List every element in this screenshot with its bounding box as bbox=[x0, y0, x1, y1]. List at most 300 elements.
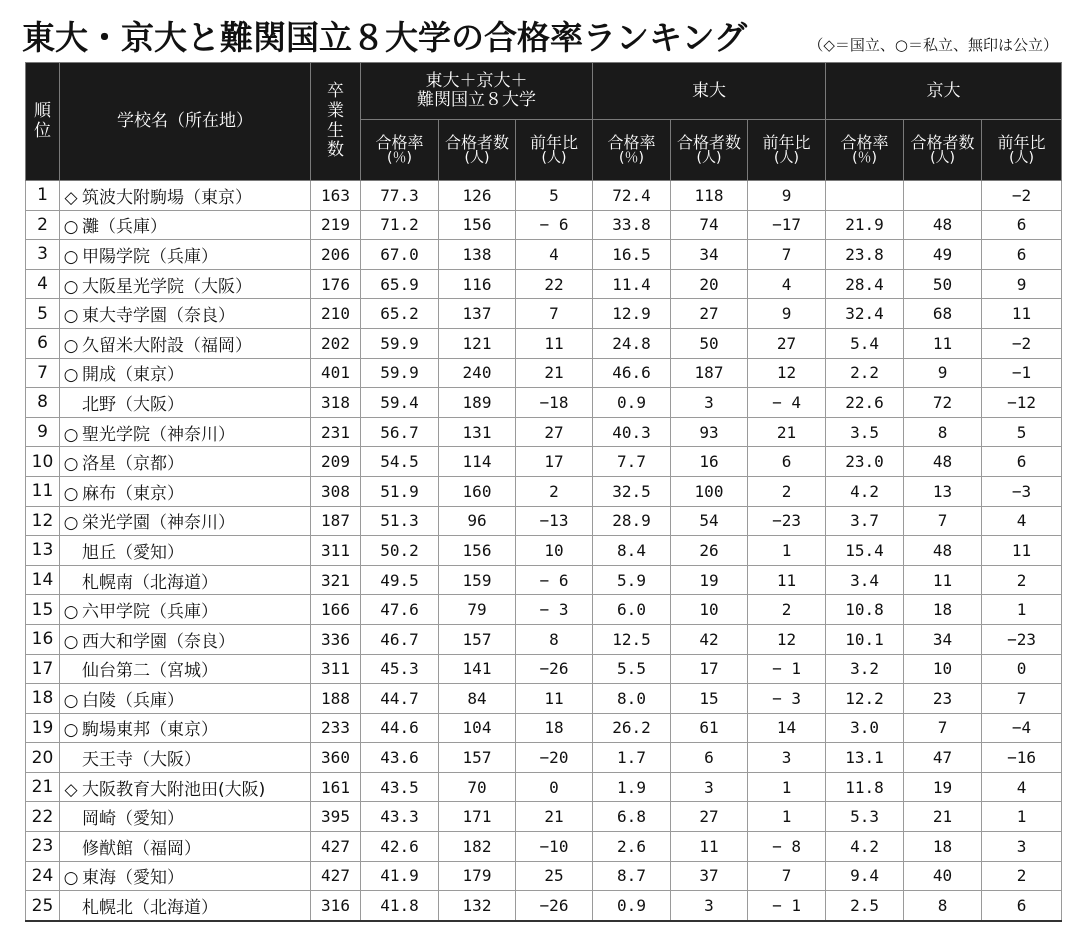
todai-rate-cell: 28.9 bbox=[593, 506, 671, 536]
all-rate-cell: 44.7 bbox=[361, 684, 439, 714]
kyodai-diff-cell: 6 bbox=[982, 240, 1062, 270]
school-name: 東海（愛知） bbox=[82, 868, 184, 889]
kyodai-rate-cell: 11.8 bbox=[826, 772, 904, 802]
school-type-mark: ○ bbox=[63, 246, 79, 267]
all-diff-cell: −18 bbox=[516, 388, 593, 418]
school-cell bbox=[60, 713, 311, 743]
kyodai-count-cell: 18 bbox=[904, 832, 982, 862]
todai-count-cell: 17 bbox=[671, 654, 748, 684]
todai-diff-cell: 12 bbox=[748, 624, 826, 654]
school-type-mark: ◇ bbox=[64, 779, 78, 800]
table-row bbox=[26, 743, 1062, 773]
all-count-cell: 121 bbox=[439, 328, 516, 358]
header-all-count bbox=[439, 120, 516, 181]
kyodai-diff-cell: 6 bbox=[982, 210, 1062, 240]
all-diff-cell: 18 bbox=[516, 713, 593, 743]
todai-count-cell: 27 bbox=[671, 299, 748, 329]
kyodai-diff-cell: −2 bbox=[982, 328, 1062, 358]
todai-diff-cell: 2 bbox=[748, 476, 826, 506]
school-name: 札幌南（北海道） bbox=[82, 572, 218, 593]
rank-cell: 6 bbox=[26, 328, 60, 358]
table-row bbox=[26, 832, 1062, 862]
header-label: 合格率 bbox=[375, 132, 424, 152]
kyodai-rate-cell: 3.4 bbox=[826, 565, 904, 595]
all-count-cell: 156 bbox=[439, 210, 516, 240]
kyodai-diff-cell: 2 bbox=[982, 861, 1062, 891]
school-cell bbox=[60, 891, 311, 921]
school-name: 大阪教育大附池田(大阪) bbox=[82, 779, 266, 800]
header-todai-count bbox=[671, 120, 748, 181]
table-row bbox=[26, 891, 1062, 921]
header-kyodai-count bbox=[904, 120, 982, 181]
kyodai-count-cell: 11 bbox=[904, 565, 982, 595]
todai-diff-cell: 1 bbox=[748, 802, 826, 832]
graduates-cell: 336 bbox=[311, 624, 361, 654]
rank-cell: 4 bbox=[26, 269, 60, 299]
all-rate-cell: 56.7 bbox=[361, 417, 439, 447]
school-cell bbox=[60, 684, 311, 714]
school-type-mark: ○ bbox=[63, 276, 79, 297]
graduates-cell: 311 bbox=[311, 536, 361, 566]
kyodai-rate-cell: 2.5 bbox=[826, 891, 904, 921]
graduates-cell: 163 bbox=[311, 181, 361, 211]
table-row bbox=[26, 240, 1062, 270]
rank-cell: 14 bbox=[26, 565, 60, 595]
all-diff-cell: −10 bbox=[516, 832, 593, 862]
todai-count-cell: 50 bbox=[671, 328, 748, 358]
kyodai-diff-cell: 1 bbox=[982, 595, 1062, 625]
all-rate-cell: 42.6 bbox=[361, 832, 439, 862]
school-name: 白陵（兵庫） bbox=[82, 690, 184, 711]
all-rate-cell: 49.5 bbox=[361, 565, 439, 595]
kyodai-count-cell: 48 bbox=[904, 447, 982, 477]
all-diff-cell: 7 bbox=[516, 299, 593, 329]
all-diff-cell: −26 bbox=[516, 891, 593, 921]
graduates-cell: 360 bbox=[311, 743, 361, 773]
todai-rate-cell: 24.8 bbox=[593, 328, 671, 358]
table-row bbox=[26, 624, 1062, 654]
header-label: 合格率 bbox=[840, 132, 889, 152]
header-school: 学校名（所在地） bbox=[60, 63, 311, 181]
school-type-mark: ○ bbox=[63, 513, 79, 534]
school-name: 開成（東京） bbox=[82, 365, 184, 386]
header-label: 前年比 bbox=[997, 132, 1046, 152]
school-cell bbox=[60, 861, 311, 891]
graduates-cell: 427 bbox=[311, 832, 361, 862]
rank-cell: 24 bbox=[26, 861, 60, 891]
todai-rate-cell: 5.5 bbox=[593, 654, 671, 684]
table-row bbox=[26, 772, 1062, 802]
all-rate-cell: 65.9 bbox=[361, 269, 439, 299]
kyodai-rate-cell: 2.2 bbox=[826, 358, 904, 388]
header-rank: 順位 bbox=[26, 63, 60, 181]
kyodai-rate-cell: 12.2 bbox=[826, 684, 904, 714]
kyodai-diff-cell: 5 bbox=[982, 417, 1062, 447]
kyodai-count-cell: 47 bbox=[904, 743, 982, 773]
todai-count-cell: 100 bbox=[671, 476, 748, 506]
all-count-cell: 84 bbox=[439, 684, 516, 714]
school-name: 甲陽学院（兵庫） bbox=[82, 246, 218, 267]
all-diff-cell: −13 bbox=[516, 506, 593, 536]
rank-cell: 9 bbox=[26, 417, 60, 447]
todai-diff-cell: −17 bbox=[748, 210, 826, 240]
table-row bbox=[26, 536, 1062, 566]
school-cell bbox=[60, 299, 311, 329]
rank-cell: 16 bbox=[26, 624, 60, 654]
rank-cell: 13 bbox=[26, 536, 60, 566]
school-type-mark: ○ bbox=[63, 720, 79, 741]
todai-count-cell: 20 bbox=[671, 269, 748, 299]
todai-rate-cell: 11.4 bbox=[593, 269, 671, 299]
rank-cell: 20 bbox=[26, 743, 60, 773]
kyodai-rate-cell bbox=[826, 181, 904, 211]
school-name: 麻布（東京） bbox=[82, 483, 184, 504]
school-type-mark: ○ bbox=[63, 602, 79, 623]
graduates-cell: 202 bbox=[311, 328, 361, 358]
school-cell bbox=[60, 536, 311, 566]
all-count-cell: 116 bbox=[439, 269, 516, 299]
school-name: 天王寺（大阪） bbox=[82, 750, 201, 771]
kyodai-rate-cell: 10.8 bbox=[826, 595, 904, 625]
kyodai-rate-cell: 15.4 bbox=[826, 536, 904, 566]
school-name: 仙台第二（宮城） bbox=[82, 661, 218, 682]
kyodai-diff-cell: −12 bbox=[982, 388, 1062, 418]
kyodai-rate-cell: 28.4 bbox=[826, 269, 904, 299]
todai-count-cell: 61 bbox=[671, 713, 748, 743]
all-rate-cell: 67.0 bbox=[361, 240, 439, 270]
school-type-mark: ○ bbox=[63, 868, 79, 889]
all-rate-cell: 65.2 bbox=[361, 299, 439, 329]
header-group-todai: 東大 bbox=[593, 63, 826, 120]
kyodai-rate-cell: 23.0 bbox=[826, 447, 904, 477]
todai-count-cell: 54 bbox=[671, 506, 748, 536]
rank-cell: 12 bbox=[26, 506, 60, 536]
all-rate-cell: 44.6 bbox=[361, 713, 439, 743]
kyodai-diff-cell: 6 bbox=[982, 447, 1062, 477]
kyodai-diff-cell: 6 bbox=[982, 891, 1062, 921]
todai-rate-cell: 8.7 bbox=[593, 861, 671, 891]
todai-count-cell: 16 bbox=[671, 447, 748, 477]
all-count-cell: 138 bbox=[439, 240, 516, 270]
graduates-cell: 187 bbox=[311, 506, 361, 536]
todai-rate-cell: 40.3 bbox=[593, 417, 671, 447]
rank-cell: 23 bbox=[26, 832, 60, 862]
school-type-mark: ○ bbox=[63, 690, 79, 711]
header-label: 前年比 bbox=[529, 132, 578, 152]
table-row bbox=[26, 565, 1062, 595]
all-diff-cell: 17 bbox=[516, 447, 593, 477]
school-cell bbox=[60, 358, 311, 388]
school-name: 筑波大附駒場（東京） bbox=[82, 187, 252, 208]
graduates-cell: 161 bbox=[311, 772, 361, 802]
header-unit: (人) bbox=[774, 150, 799, 167]
school-type-mark: ○ bbox=[63, 217, 79, 238]
kyodai-count-cell bbox=[904, 181, 982, 211]
todai-diff-cell: 2 bbox=[748, 595, 826, 625]
todai-diff-cell: 7 bbox=[748, 861, 826, 891]
kyodai-count-cell: 50 bbox=[904, 269, 982, 299]
header-unit: (％) bbox=[619, 150, 644, 167]
todai-diff-cell: 9 bbox=[748, 299, 826, 329]
todai-count-cell: 19 bbox=[671, 565, 748, 595]
kyodai-count-cell: 8 bbox=[904, 417, 982, 447]
all-count-cell: 104 bbox=[439, 713, 516, 743]
kyodai-rate-cell: 3.0 bbox=[826, 713, 904, 743]
header-label: 合格者数 bbox=[444, 132, 509, 152]
todai-diff-cell: 1 bbox=[748, 772, 826, 802]
table-row bbox=[26, 684, 1062, 714]
todai-diff-cell: 1 bbox=[748, 536, 826, 566]
school-cell bbox=[60, 476, 311, 506]
graduates-cell: 188 bbox=[311, 684, 361, 714]
school-name: 東大寺学園（奈良） bbox=[82, 306, 235, 327]
rank-cell: 5 bbox=[26, 299, 60, 329]
header-unit: (人) bbox=[930, 150, 955, 167]
graduates-cell: 210 bbox=[311, 299, 361, 329]
kyodai-diff-cell: 7 bbox=[982, 684, 1062, 714]
todai-diff-cell: 6 bbox=[748, 447, 826, 477]
school-cell bbox=[60, 506, 311, 536]
all-count-cell: 157 bbox=[439, 743, 516, 773]
rank-cell: 3 bbox=[26, 240, 60, 270]
rank-cell: 11 bbox=[26, 476, 60, 506]
todai-rate-cell: 8.4 bbox=[593, 536, 671, 566]
kyodai-diff-cell: 9 bbox=[982, 269, 1062, 299]
all-diff-cell: −26 bbox=[516, 654, 593, 684]
school-cell bbox=[60, 565, 311, 595]
graduates-cell: 427 bbox=[311, 861, 361, 891]
kyodai-count-cell: 34 bbox=[904, 624, 982, 654]
all-count-cell: 171 bbox=[439, 802, 516, 832]
todai-diff-cell: − 1 bbox=[748, 654, 826, 684]
graduates-cell: 316 bbox=[311, 891, 361, 921]
header-unit: (％) bbox=[852, 150, 877, 167]
table-row bbox=[26, 447, 1062, 477]
todai-rate-cell: 1.9 bbox=[593, 772, 671, 802]
school-cell bbox=[60, 328, 311, 358]
page-title: 東大・京大と難関国立８大学の合格率ランキング bbox=[22, 18, 748, 57]
kyodai-count-cell: 48 bbox=[904, 536, 982, 566]
table-row bbox=[26, 861, 1062, 891]
table-row bbox=[26, 506, 1062, 536]
all-rate-cell: 43.5 bbox=[361, 772, 439, 802]
school-cell bbox=[60, 240, 311, 270]
all-diff-cell: 25 bbox=[516, 861, 593, 891]
todai-rate-cell: 16.5 bbox=[593, 240, 671, 270]
header-all-rate bbox=[361, 120, 439, 181]
todai-count-cell: 187 bbox=[671, 358, 748, 388]
todai-diff-cell: 7 bbox=[748, 240, 826, 270]
header-all-diff bbox=[516, 120, 593, 181]
all-count-cell: 126 bbox=[439, 181, 516, 211]
table-row bbox=[26, 802, 1062, 832]
all-count-cell: 157 bbox=[439, 624, 516, 654]
todai-rate-cell: 0.9 bbox=[593, 891, 671, 921]
kyodai-diff-cell: −3 bbox=[982, 476, 1062, 506]
all-diff-cell: 5 bbox=[516, 181, 593, 211]
kyodai-count-cell: 48 bbox=[904, 210, 982, 240]
header-group-kyodai: 京大 bbox=[826, 63, 1062, 120]
todai-diff-cell: − 8 bbox=[748, 832, 826, 862]
all-diff-cell: 22 bbox=[516, 269, 593, 299]
graduates-cell: 231 bbox=[311, 417, 361, 447]
header-todai-diff bbox=[748, 120, 826, 181]
all-diff-cell: 27 bbox=[516, 417, 593, 447]
table-row bbox=[26, 299, 1062, 329]
todai-rate-cell: 8.0 bbox=[593, 684, 671, 714]
graduates-cell: 308 bbox=[311, 476, 361, 506]
todai-rate-cell: 12.9 bbox=[593, 299, 671, 329]
todai-rate-cell: 33.8 bbox=[593, 210, 671, 240]
school-cell bbox=[60, 743, 311, 773]
kyodai-rate-cell: 32.4 bbox=[826, 299, 904, 329]
todai-diff-cell: − 4 bbox=[748, 388, 826, 418]
school-type-mark: ◇ bbox=[64, 187, 78, 208]
todai-rate-cell: 32.5 bbox=[593, 476, 671, 506]
todai-diff-cell: 4 bbox=[748, 269, 826, 299]
all-diff-cell: − 6 bbox=[516, 565, 593, 595]
graduates-cell: 395 bbox=[311, 802, 361, 832]
all-count-cell: 179 bbox=[439, 861, 516, 891]
kyodai-rate-cell: 5.3 bbox=[826, 802, 904, 832]
all-rate-cell: 43.6 bbox=[361, 743, 439, 773]
kyodai-rate-cell: 22.6 bbox=[826, 388, 904, 418]
school-cell bbox=[60, 624, 311, 654]
header-group-all: 東大＋京大＋ 難関国立８大学 bbox=[361, 63, 593, 120]
school-name: 大阪星光学院（大阪） bbox=[82, 276, 252, 297]
kyodai-rate-cell: 4.2 bbox=[826, 476, 904, 506]
table-header bbox=[26, 63, 1062, 181]
all-diff-cell: 11 bbox=[516, 684, 593, 714]
kyodai-diff-cell: 4 bbox=[982, 772, 1062, 802]
school-type-mark: ○ bbox=[63, 335, 79, 356]
school-type-mark: ○ bbox=[63, 483, 79, 504]
kyodai-diff-cell: 0 bbox=[982, 654, 1062, 684]
kyodai-diff-cell: −2 bbox=[982, 181, 1062, 211]
all-count-cell: 70 bbox=[439, 772, 516, 802]
header-unit: (人) bbox=[541, 150, 567, 167]
all-rate-cell: 71.2 bbox=[361, 210, 439, 240]
all-rate-cell: 41.9 bbox=[361, 861, 439, 891]
header-label: 合格率 bbox=[607, 132, 656, 152]
kyodai-count-cell: 10 bbox=[904, 654, 982, 684]
all-count-cell: 159 bbox=[439, 565, 516, 595]
todai-rate-cell: 2.6 bbox=[593, 832, 671, 862]
all-diff-cell: 8 bbox=[516, 624, 593, 654]
todai-diff-cell: 11 bbox=[748, 565, 826, 595]
graduates-cell: 321 bbox=[311, 565, 361, 595]
todai-count-cell: 74 bbox=[671, 210, 748, 240]
all-diff-cell: 4 bbox=[516, 240, 593, 270]
todai-rate-cell: 72.4 bbox=[593, 181, 671, 211]
todai-count-cell: 10 bbox=[671, 595, 748, 625]
todai-rate-cell: 5.9 bbox=[593, 565, 671, 595]
school-type-mark: ○ bbox=[63, 631, 79, 652]
all-diff-cell: − 3 bbox=[516, 595, 593, 625]
all-diff-cell: − 6 bbox=[516, 210, 593, 240]
school-name: 栄光学園（神奈川） bbox=[82, 513, 235, 534]
school-name: 北野（大阪） bbox=[82, 394, 184, 415]
header-graduates: 卒業生数 bbox=[311, 63, 361, 181]
kyodai-count-cell: 68 bbox=[904, 299, 982, 329]
kyodai-count-cell: 72 bbox=[904, 388, 982, 418]
graduates-cell: 311 bbox=[311, 654, 361, 684]
rank-cell: 18 bbox=[26, 684, 60, 714]
kyodai-count-cell: 9 bbox=[904, 358, 982, 388]
kyodai-diff-cell: 11 bbox=[982, 299, 1062, 329]
kyodai-rate-cell: 21.9 bbox=[826, 210, 904, 240]
kyodai-diff-cell: 2 bbox=[982, 565, 1062, 595]
table-row bbox=[26, 181, 1062, 211]
school-type-mark: ○ bbox=[63, 454, 79, 475]
todai-count-cell: 34 bbox=[671, 240, 748, 270]
school-name: 洛星（京都） bbox=[82, 454, 184, 475]
kyodai-count-cell: 23 bbox=[904, 684, 982, 714]
todai-diff-cell: 12 bbox=[748, 358, 826, 388]
all-count-cell: 156 bbox=[439, 536, 516, 566]
kyodai-rate-cell: 5.4 bbox=[826, 328, 904, 358]
todai-diff-cell: 3 bbox=[748, 743, 826, 773]
todai-diff-cell: 27 bbox=[748, 328, 826, 358]
kyodai-count-cell: 21 bbox=[904, 802, 982, 832]
table-row bbox=[26, 654, 1062, 684]
todai-count-cell: 42 bbox=[671, 624, 748, 654]
school-cell bbox=[60, 802, 311, 832]
all-count-cell: 79 bbox=[439, 595, 516, 625]
school-cell bbox=[60, 210, 311, 240]
todai-count-cell: 26 bbox=[671, 536, 748, 566]
all-diff-cell: 2 bbox=[516, 476, 593, 506]
all-count-cell: 182 bbox=[439, 832, 516, 862]
todai-rate-cell: 12.5 bbox=[593, 624, 671, 654]
graduates-cell: 209 bbox=[311, 447, 361, 477]
all-diff-cell: 21 bbox=[516, 358, 593, 388]
all-rate-cell: 59.4 bbox=[361, 388, 439, 418]
school-type-mark: ○ bbox=[63, 365, 79, 386]
school-name: 旭丘（愛知） bbox=[82, 542, 184, 563]
kyodai-count-cell: 18 bbox=[904, 595, 982, 625]
header-label: 合格者数 bbox=[910, 132, 975, 152]
kyodai-count-cell: 7 bbox=[904, 506, 982, 536]
kyodai-diff-cell: 3 bbox=[982, 832, 1062, 862]
todai-rate-cell: 26.2 bbox=[593, 713, 671, 743]
all-rate-cell: 47.6 bbox=[361, 595, 439, 625]
kyodai-rate-cell: 13.1 bbox=[826, 743, 904, 773]
all-rate-cell: 59.9 bbox=[361, 358, 439, 388]
todai-count-cell: 3 bbox=[671, 772, 748, 802]
header-label: 前年比 bbox=[762, 132, 811, 152]
todai-diff-cell: 14 bbox=[748, 713, 826, 743]
all-diff-cell: 11 bbox=[516, 328, 593, 358]
kyodai-count-cell: 11 bbox=[904, 328, 982, 358]
all-diff-cell: 0 bbox=[516, 772, 593, 802]
header-unit: (人) bbox=[696, 150, 722, 167]
graduates-cell: 401 bbox=[311, 358, 361, 388]
all-count-cell: 132 bbox=[439, 891, 516, 921]
rank-cell: 17 bbox=[26, 654, 60, 684]
school-type-mark: ○ bbox=[63, 306, 79, 327]
graduates-cell: 233 bbox=[311, 713, 361, 743]
school-cell bbox=[60, 269, 311, 299]
school-cell bbox=[60, 181, 311, 211]
todai-count-cell: 37 bbox=[671, 861, 748, 891]
kyodai-count-cell: 40 bbox=[904, 861, 982, 891]
kyodai-count-cell: 19 bbox=[904, 772, 982, 802]
graduates-cell: 166 bbox=[311, 595, 361, 625]
kyodai-rate-cell: 3.2 bbox=[826, 654, 904, 684]
school-name: 聖光学院（神奈川） bbox=[82, 424, 235, 445]
all-count-cell: 137 bbox=[439, 299, 516, 329]
